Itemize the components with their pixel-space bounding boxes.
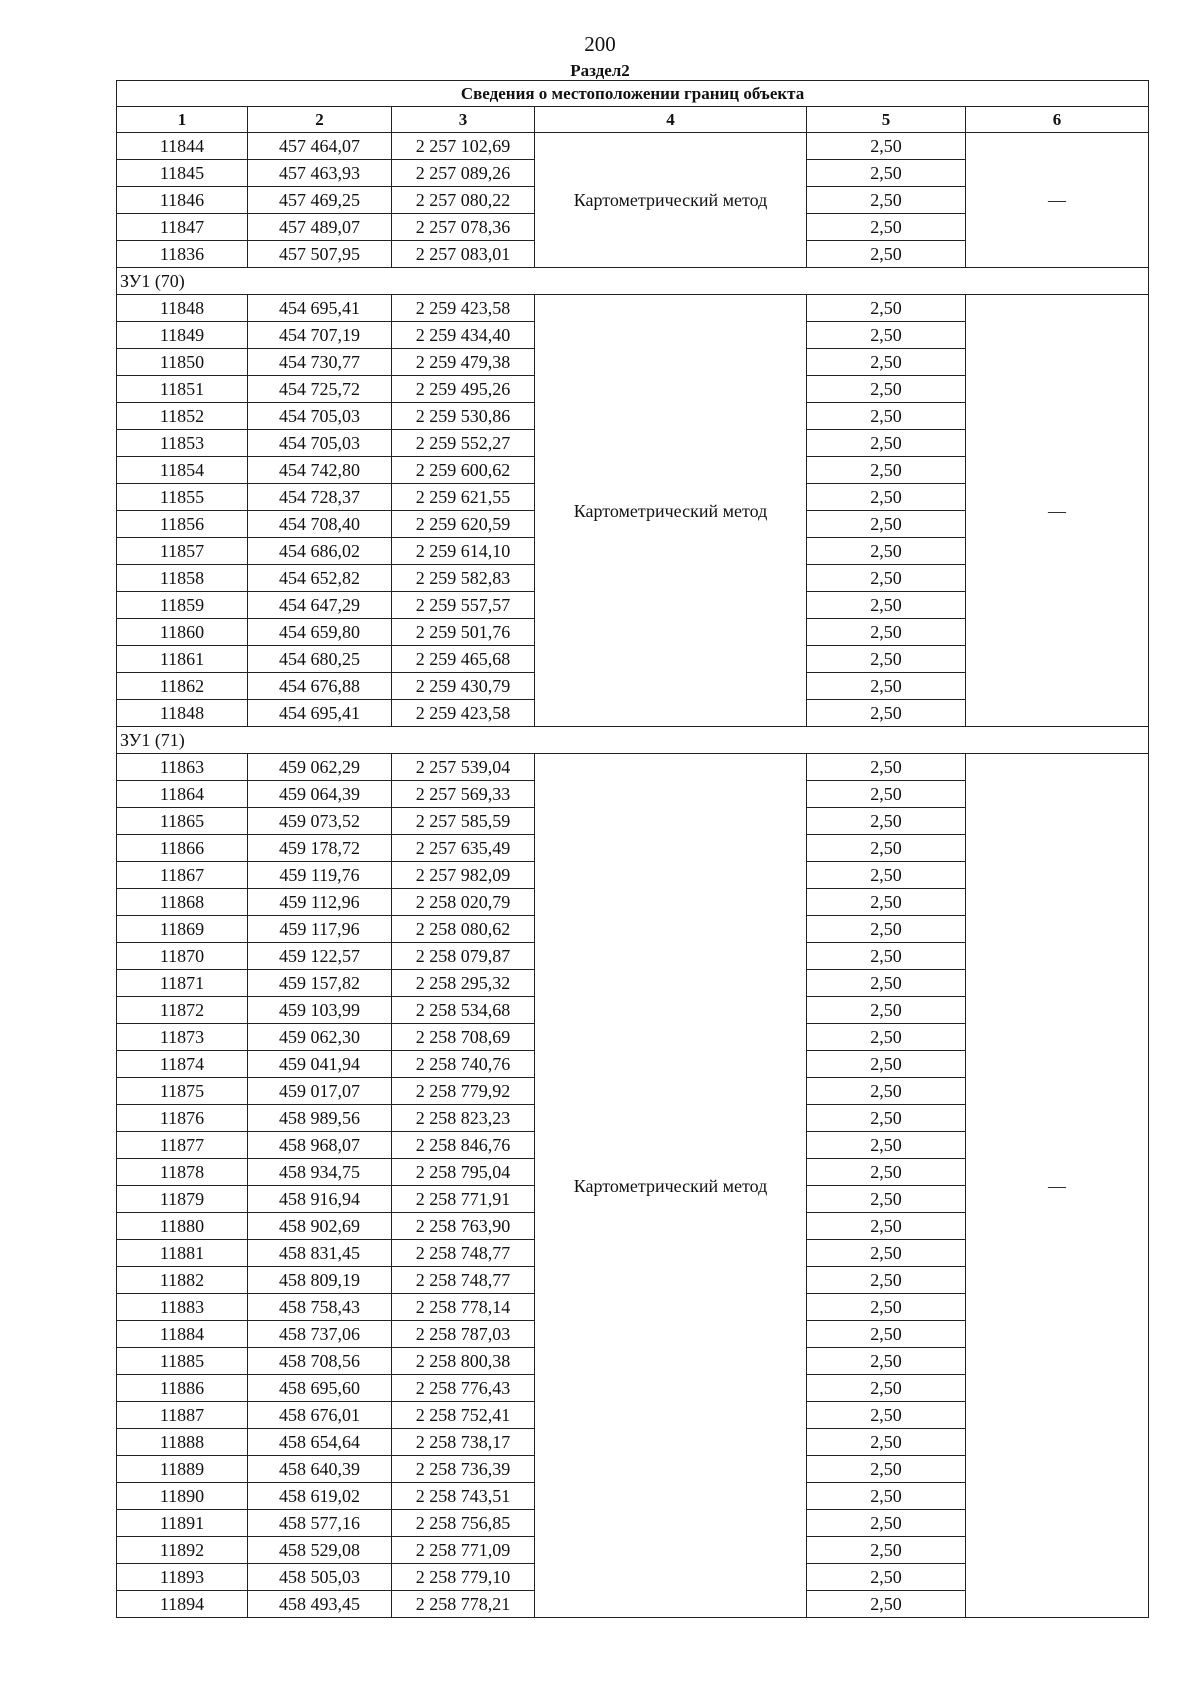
accuracy-value: 2,50 (807, 484, 966, 511)
accuracy-value: 2,50 (807, 241, 966, 268)
accuracy-value: 2,50 (807, 565, 966, 592)
point-number: 11851 (117, 376, 248, 403)
note-cell: — (966, 133, 1149, 268)
point-number: 11887 (117, 1402, 248, 1429)
accuracy-value: 2,50 (807, 889, 966, 916)
coordinate-y: 2 258 748,77 (392, 1267, 535, 1294)
coordinate-x: 454 695,41 (248, 295, 392, 322)
point-number: 11894 (117, 1591, 248, 1618)
accuracy-value: 2,50 (807, 1483, 966, 1510)
coordinate-x: 457 464,07 (248, 133, 392, 160)
column-header: 4 (535, 107, 807, 133)
coordinate-y: 2 257 635,49 (392, 835, 535, 862)
coordinate-y: 2 258 846,76 (392, 1132, 535, 1159)
point-number: 11880 (117, 1213, 248, 1240)
accuracy-value: 2,50 (807, 970, 966, 997)
column-header: 6 (966, 107, 1149, 133)
coordinate-y: 2 257 080,22 (392, 187, 535, 214)
column-header: 1 (117, 107, 248, 133)
accuracy-value: 2,50 (807, 511, 966, 538)
accuracy-value: 2,50 (807, 835, 966, 862)
coordinate-y: 2 257 083,01 (392, 241, 535, 268)
coordinate-y: 2 258 752,41 (392, 1402, 535, 1429)
coordinate-x: 454 652,82 (248, 565, 392, 592)
coordinate-x: 459 122,57 (248, 943, 392, 970)
point-number: 11875 (117, 1078, 248, 1105)
coordinate-y: 2 259 557,57 (392, 592, 535, 619)
accuracy-value: 2,50 (807, 1186, 966, 1213)
coordinate-y: 2 258 534,68 (392, 997, 535, 1024)
point-number: 11853 (117, 430, 248, 457)
coordinate-x: 459 064,39 (248, 781, 392, 808)
table-title-row (117, 81, 1149, 107)
coordinate-x: 454 728,37 (248, 484, 392, 511)
coordinate-y: 2 259 620,59 (392, 511, 535, 538)
coordinate-y: 2 258 708,69 (392, 1024, 535, 1051)
point-number: 11890 (117, 1483, 248, 1510)
group-row (117, 268, 1149, 295)
point-number: 11836 (117, 241, 248, 268)
coordinate-x: 457 469,25 (248, 187, 392, 214)
coordinate-x: 458 809,19 (248, 1267, 392, 1294)
point-number: 11869 (117, 916, 248, 943)
coordinate-x: 454 676,88 (248, 673, 392, 700)
point-number: 11848 (117, 295, 248, 322)
point-number: 11856 (117, 511, 248, 538)
coordinate-x: 458 989,56 (248, 1105, 392, 1132)
coordinate-y: 2 258 778,21 (392, 1591, 535, 1618)
accuracy-value: 2,50 (807, 700, 966, 727)
accuracy-value: 2,50 (807, 1024, 966, 1051)
accuracy-value: 2,50 (807, 916, 966, 943)
coordinate-y: 2 259 600,62 (392, 457, 535, 484)
point-number: 11847 (117, 214, 248, 241)
point-number: 11850 (117, 349, 248, 376)
note-cell: — (966, 295, 1149, 727)
coordinate-y: 2 259 465,68 (392, 646, 535, 673)
accuracy-value: 2,50 (807, 781, 966, 808)
accuracy-value: 2,50 (807, 1456, 966, 1483)
point-number: 11857 (117, 538, 248, 565)
coordinate-x: 454 705,03 (248, 403, 392, 430)
coordinate-y: 2 257 078,36 (392, 214, 535, 241)
column-header: 3 (392, 107, 535, 133)
coordinate-y: 2 258 748,77 (392, 1240, 535, 1267)
coordinate-y: 2 258 771,09 (392, 1537, 535, 1564)
accuracy-value: 2,50 (807, 1132, 966, 1159)
coordinate-x: 454 730,77 (248, 349, 392, 376)
accuracy-value: 2,50 (807, 1294, 966, 1321)
coordinate-y: 2 257 569,33 (392, 781, 535, 808)
coordinate-x: 458 577,16 (248, 1510, 392, 1537)
accuracy-value: 2,50 (807, 1213, 966, 1240)
coordinate-y: 2 257 585,59 (392, 808, 535, 835)
point-number: 11844 (117, 133, 248, 160)
coordinate-x: 459 178,72 (248, 835, 392, 862)
point-number: 11883 (117, 1294, 248, 1321)
coordinate-y: 2 258 787,03 (392, 1321, 535, 1348)
coordinate-y: 2 259 621,55 (392, 484, 535, 511)
coordinate-x: 458 619,02 (248, 1483, 392, 1510)
point-number: 11860 (117, 619, 248, 646)
column-header: 2 (248, 107, 392, 133)
coordinate-y: 2 258 779,92 (392, 1078, 535, 1105)
group-row (117, 727, 1149, 754)
point-number: 11879 (117, 1186, 248, 1213)
accuracy-value: 2,50 (807, 1348, 966, 1375)
coordinates-table (116, 80, 1149, 1618)
accuracy-value: 2,50 (807, 646, 966, 673)
coordinate-y: 2 258 763,90 (392, 1213, 535, 1240)
coordinate-y: 2 258 080,62 (392, 916, 535, 943)
accuracy-value: 2,50 (807, 997, 966, 1024)
coordinate-y: 2 258 736,39 (392, 1456, 535, 1483)
accuracy-value: 2,50 (807, 538, 966, 565)
coordinate-y: 2 258 020,79 (392, 889, 535, 916)
point-number: 11871 (117, 970, 248, 997)
accuracy-value: 2,50 (807, 754, 966, 781)
coordinate-y: 2 259 501,76 (392, 619, 535, 646)
coordinate-x: 459 119,76 (248, 862, 392, 889)
coordinate-x: 459 103,99 (248, 997, 392, 1024)
coordinate-x: 459 017,07 (248, 1078, 392, 1105)
point-number: 11886 (117, 1375, 248, 1402)
accuracy-value: 2,50 (807, 1267, 966, 1294)
coordinate-x: 454 680,25 (248, 646, 392, 673)
coordinate-y: 2 259 582,83 (392, 565, 535, 592)
coordinate-x: 459 041,94 (248, 1051, 392, 1078)
coordinate-x: 458 708,56 (248, 1348, 392, 1375)
coordinate-y: 2 259 423,58 (392, 700, 535, 727)
accuracy-value: 2,50 (807, 1537, 966, 1564)
accuracy-value: 2,50 (807, 295, 966, 322)
accuracy-value: 2,50 (807, 1159, 966, 1186)
coordinate-y: 2 257 982,09 (392, 862, 535, 889)
coordinate-x: 459 157,82 (248, 970, 392, 997)
coordinate-y: 2 258 740,76 (392, 1051, 535, 1078)
coordinate-x: 457 463,93 (248, 160, 392, 187)
point-number: 11859 (117, 592, 248, 619)
coordinate-y: 2 258 079,87 (392, 943, 535, 970)
page-number: 200 (584, 32, 616, 56)
coordinate-x: 454 686,02 (248, 538, 392, 565)
method-cell: Картометрический метод (535, 133, 807, 268)
point-number: 11872 (117, 997, 248, 1024)
accuracy-value: 2,50 (807, 1591, 966, 1618)
method-cell: Картометрический метод (535, 295, 807, 727)
point-number: 11893 (117, 1564, 248, 1591)
accuracy-value: 2,50 (807, 133, 966, 160)
section-title: Раздел2 (570, 61, 630, 80)
column-header: 5 (807, 107, 966, 133)
accuracy-value: 2,50 (807, 1240, 966, 1267)
accuracy-value: 2,50 (807, 1051, 966, 1078)
accuracy-value: 2,50 (807, 1564, 966, 1591)
column-header-row (117, 107, 1149, 133)
accuracy-value: 2,50 (807, 808, 966, 835)
coordinate-x: 458 968,07 (248, 1132, 392, 1159)
accuracy-value: 2,50 (807, 943, 966, 970)
coordinate-x: 458 493,45 (248, 1591, 392, 1618)
coordinate-x: 458 916,94 (248, 1186, 392, 1213)
point-number: 11848 (117, 700, 248, 727)
coordinate-y: 2 259 430,79 (392, 673, 535, 700)
coordinate-y: 2 258 295,32 (392, 970, 535, 997)
point-number: 11862 (117, 673, 248, 700)
coordinate-x: 457 507,95 (248, 241, 392, 268)
point-number: 11867 (117, 862, 248, 889)
coordinate-x: 458 640,39 (248, 1456, 392, 1483)
point-number: 11874 (117, 1051, 248, 1078)
coordinate-x: 459 073,52 (248, 808, 392, 835)
accuracy-value: 2,50 (807, 457, 966, 484)
note-cell: — (966, 754, 1149, 1618)
point-number: 11891 (117, 1510, 248, 1537)
accuracy-value: 2,50 (807, 862, 966, 889)
point-number: 11846 (117, 187, 248, 214)
coordinate-x: 458 934,75 (248, 1159, 392, 1186)
coordinate-x: 458 654,64 (248, 1429, 392, 1456)
point-number: 11888 (117, 1429, 248, 1456)
point-number: 11864 (117, 781, 248, 808)
table-title: Сведения о местоположении границ объекта (117, 81, 1149, 107)
coordinate-y: 2 258 823,23 (392, 1105, 535, 1132)
table-row (117, 754, 1149, 781)
accuracy-value: 2,50 (807, 187, 966, 214)
point-number: 11876 (117, 1105, 248, 1132)
point-number: 11882 (117, 1267, 248, 1294)
accuracy-value: 2,50 (807, 403, 966, 430)
coordinate-x: 454 707,19 (248, 322, 392, 349)
coordinate-y: 2 259 423,58 (392, 295, 535, 322)
coordinate-x: 458 902,69 (248, 1213, 392, 1240)
method-cell: Картометрический метод (535, 754, 807, 1618)
coordinate-y: 2 258 738,17 (392, 1429, 535, 1456)
point-number: 11852 (117, 403, 248, 430)
coordinate-y: 2 258 756,85 (392, 1510, 535, 1537)
coordinate-x: 454 742,80 (248, 457, 392, 484)
table-body (117, 81, 1149, 1618)
coordinate-y: 2 257 539,04 (392, 754, 535, 781)
coordinate-y: 2 258 771,91 (392, 1186, 535, 1213)
coordinate-x: 454 705,03 (248, 430, 392, 457)
accuracy-value: 2,50 (807, 322, 966, 349)
coordinate-x: 459 112,96 (248, 889, 392, 916)
coordinate-y: 2 257 089,26 (392, 160, 535, 187)
coordinate-y: 2 259 552,27 (392, 430, 535, 457)
point-number: 11855 (117, 484, 248, 511)
point-number: 11845 (117, 160, 248, 187)
coordinate-y: 2 258 800,38 (392, 1348, 535, 1375)
coordinate-x: 454 695,41 (248, 700, 392, 727)
point-number: 11870 (117, 943, 248, 970)
coordinate-x: 458 758,43 (248, 1294, 392, 1321)
coordinate-y: 2 259 434,40 (392, 322, 535, 349)
coordinate-y: 2 258 743,51 (392, 1483, 535, 1510)
coordinate-x: 458 529,08 (248, 1537, 392, 1564)
accuracy-value: 2,50 (807, 214, 966, 241)
point-number: 11892 (117, 1537, 248, 1564)
coordinate-y: 2 258 779,10 (392, 1564, 535, 1591)
coordinate-x: 458 505,03 (248, 1564, 392, 1591)
accuracy-value: 2,50 (807, 349, 966, 376)
coordinate-x: 459 062,30 (248, 1024, 392, 1051)
accuracy-value: 2,50 (807, 673, 966, 700)
coordinate-y: 2 259 530,86 (392, 403, 535, 430)
coordinate-x: 458 676,01 (248, 1402, 392, 1429)
accuracy-value: 2,50 (807, 1510, 966, 1537)
accuracy-value: 2,50 (807, 160, 966, 187)
coordinate-y: 2 258 776,43 (392, 1375, 535, 1402)
coordinate-x: 459 117,96 (248, 916, 392, 943)
point-number: 11854 (117, 457, 248, 484)
point-number: 11873 (117, 1024, 248, 1051)
group-label: ЗУ1 (70) (117, 268, 1149, 295)
coordinate-x: 458 831,45 (248, 1240, 392, 1267)
coordinate-x: 458 737,06 (248, 1321, 392, 1348)
coordinate-y: 2 259 479,38 (392, 349, 535, 376)
point-number: 11885 (117, 1348, 248, 1375)
coordinate-y: 2 258 778,14 (392, 1294, 535, 1321)
accuracy-value: 2,50 (807, 1105, 966, 1132)
accuracy-value: 2,50 (807, 1429, 966, 1456)
coordinate-x: 454 659,80 (248, 619, 392, 646)
point-number: 11863 (117, 754, 248, 781)
table-row (117, 295, 1149, 322)
table-row (117, 133, 1149, 160)
point-number: 11865 (117, 808, 248, 835)
coordinate-x: 454 708,40 (248, 511, 392, 538)
point-number: 11878 (117, 1159, 248, 1186)
coordinate-y: 2 257 102,69 (392, 133, 535, 160)
coordinate-y: 2 258 795,04 (392, 1159, 535, 1186)
coordinate-x: 457 489,07 (248, 214, 392, 241)
accuracy-value: 2,50 (807, 592, 966, 619)
coordinate-y: 2 259 614,10 (392, 538, 535, 565)
coordinate-x: 454 725,72 (248, 376, 392, 403)
accuracy-value: 2,50 (807, 1375, 966, 1402)
point-number: 11866 (117, 835, 248, 862)
coordinate-x: 458 695,60 (248, 1375, 392, 1402)
point-number: 11858 (117, 565, 248, 592)
accuracy-value: 2,50 (807, 1402, 966, 1429)
accuracy-value: 2,50 (807, 1078, 966, 1105)
point-number: 11877 (117, 1132, 248, 1159)
point-number: 11881 (117, 1240, 248, 1267)
accuracy-value: 2,50 (807, 619, 966, 646)
coordinate-x: 459 062,29 (248, 754, 392, 781)
group-label: ЗУ1 (71) (117, 727, 1149, 754)
coordinate-x: 454 647,29 (248, 592, 392, 619)
coordinate-y: 2 259 495,26 (392, 376, 535, 403)
point-number: 11849 (117, 322, 248, 349)
accuracy-value: 2,50 (807, 1321, 966, 1348)
point-number: 11861 (117, 646, 248, 673)
accuracy-value: 2,50 (807, 376, 966, 403)
point-number: 11868 (117, 889, 248, 916)
point-number: 11889 (117, 1456, 248, 1483)
point-number: 11884 (117, 1321, 248, 1348)
accuracy-value: 2,50 (807, 430, 966, 457)
